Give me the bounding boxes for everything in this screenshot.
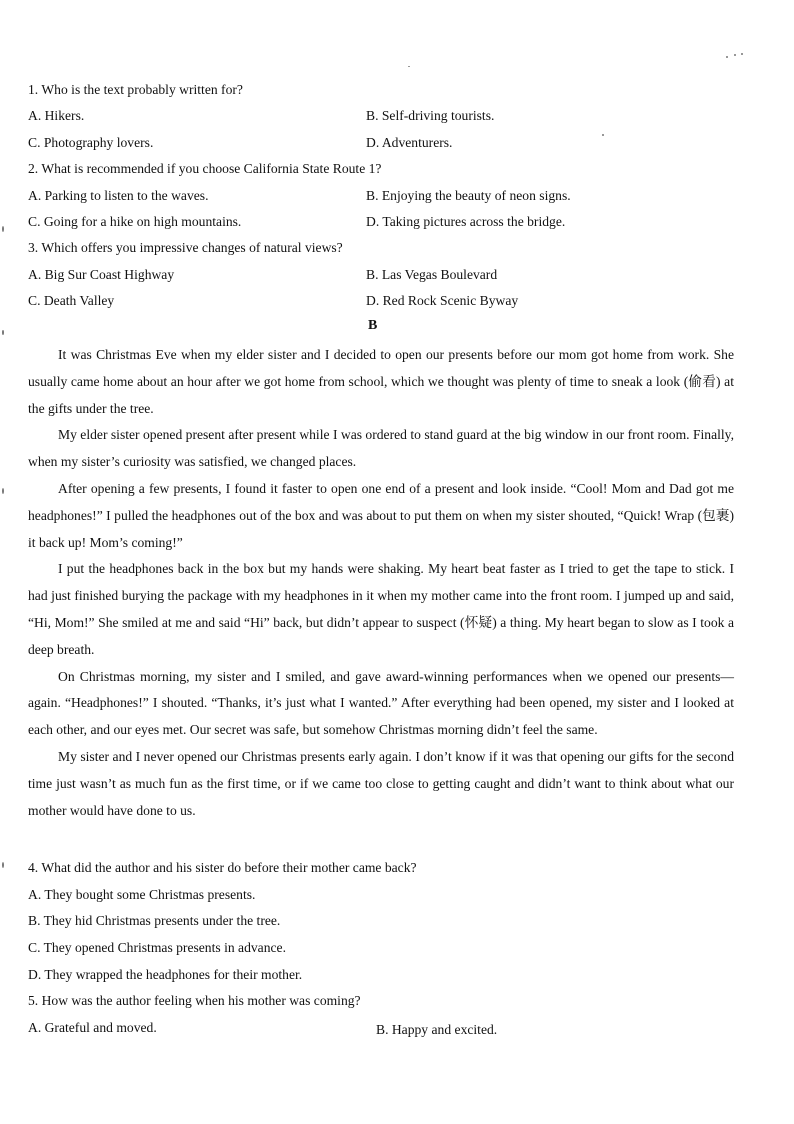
option-c: C. They opened Christmas presents in advance. (28, 940, 286, 955)
scan-speck (408, 66, 410, 67)
scan-speck (2, 862, 4, 868)
option-d: D. Red Rock Scenic Byway (366, 293, 519, 308)
question-stem: 3. Which offers you impressive changes of natural views? (28, 240, 343, 255)
question-stem: 1. Who is the text probably written for? (28, 82, 243, 97)
question-stem: 4. What did the author and his sister do before their mother came back? (28, 860, 417, 875)
option-a: A. They bought some Christmas presents. (28, 887, 256, 902)
passage-paragraph: It was Christmas Eve when my elder sister and I decided to open our presents before our mom got home from work. She usually came home about an hour after we got home from school, which we thought was plenty of time to sneak a look (偷看) at the gifts under the tree. (28, 347, 734, 416)
option-a: A. Big Sur Coast Highway (28, 267, 175, 282)
question-stem: 2. What is recommended if you choose California State Route 1? (28, 161, 382, 176)
scan-speck (602, 134, 604, 136)
scan-speck (2, 488, 4, 494)
question-stem: 5. How was the author feeling when his mother was coming? (28, 993, 361, 1008)
option-a: A. Hikers. (28, 108, 85, 123)
option-b: B. Enjoying the beauty of neon signs. (366, 188, 571, 203)
option-d: D. They wrapped the headphones for their mother. (28, 967, 303, 982)
option-a: A. Parking to listen to the waves. (28, 188, 209, 203)
option-c: C. Photography lovers. (28, 135, 154, 150)
option-c: C. Going for a hike on high mountains. (28, 214, 242, 229)
option-a: A. Grateful and moved. (28, 1020, 157, 1035)
option-b: B. Self-driving tourists. (366, 108, 495, 123)
scan-speck (2, 330, 4, 335)
scan-speck (741, 53, 743, 55)
section-label: B (368, 318, 378, 333)
passage-paragraph: My elder sister opened present after present while I was ordered to stand guard at the big window in our front room. Finally, when my sister’s curiosity was satisfied, we changed places. (28, 427, 734, 470)
scan-speck (2, 226, 4, 232)
passage-paragraph: On Christmas morning, my sister and I smiled, and gave award-winning performances when we opened our presents—again. “Headphones!” I shouted. “Thanks, it’s just what I wanted.” After everything had been opened, my sister and I looked at each other, and our eyes met. Our secret was safe, but somehow Christmas morning didn’t feel the same. (28, 668, 734, 738)
option-d: D. Taking pictures across the bridge. (366, 214, 566, 229)
passage-paragraph: My sister and I never opened our Christmas presents early again. I don’t know if it was that opening our gifts for the second time just wasn’t as much fun as the first time, or if we came too close to getting caught and didn’t want to think about what our mother would have done to us. (28, 748, 734, 818)
option-b: B. They hid Christmas presents under the tree. (28, 913, 281, 928)
option-b: B. Happy and excited. (376, 1022, 498, 1037)
option-c: C. Death Valley (28, 293, 115, 308)
option-d: D. Adventurers. (366, 135, 453, 150)
scan-speck (734, 54, 736, 56)
passage-b (28, 342, 734, 824)
passage-paragraph: I put the headphones back in the box but my hands were shaking. My heart beat faster as I tried to get the tape to stick. I had just finished burying the package with my headphones in it when my mother came into the front room. I jumped up and said, “Hi, Mom!” She smiled at me and said “Hi” back, but didn’t appear to suspect (怀疑) a thing. My heart began to slow as I took a deep breath. (28, 561, 734, 657)
passage-paragraph: After opening a few presents, I found it faster to open one end of a present and look inside. “Cool! Mom and Dad got me headphones!” I pulled the headphones out of the box and was about to put them on when my sister shouted, “Quick! Wrap (包裹) it back up! Mom’s coming!” (28, 480, 734, 550)
scan-speck (726, 56, 728, 58)
option-b: B. Las Vegas Boulevard (366, 267, 498, 282)
